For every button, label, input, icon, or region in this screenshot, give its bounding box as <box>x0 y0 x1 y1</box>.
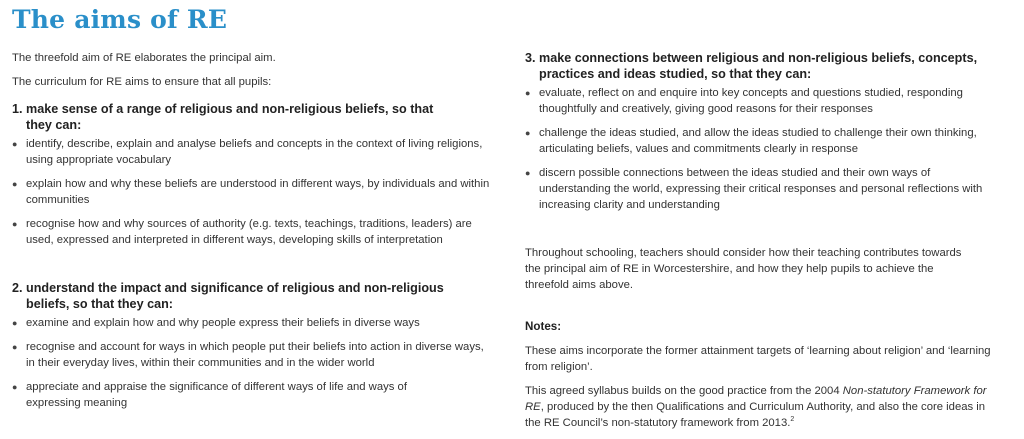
aim-heading-text: make connections between religious and non-religious beliefs, concepts, practices and ideas studied, so that they can: <box>539 51 978 81</box>
aim-2-list <box>12 315 490 411</box>
list-item <box>525 125 1003 157</box>
aim-number: 2. <box>12 281 23 295</box>
list-item-text: discern possible connections between the ideas studied and their own ways of understanding the world, expressing their critical responses and personal reflections with increasing clarity and understanding <box>539 167 983 211</box>
list-item-text: appreciate and appraise the significance of different ways of life and ways of expressing meaning <box>26 381 407 409</box>
list-item <box>12 216 490 248</box>
list-item <box>12 315 490 331</box>
bullet-icon: ● <box>525 128 531 138</box>
list-item <box>12 176 490 208</box>
aim-3-heading <box>525 50 1003 82</box>
notes-text: , produced by the then Qualifications and Curriculum Authority, and also the core ideas in the RE Council’s non-statutory framework from 2013. <box>525 401 986 429</box>
aim-heading-text: understand the impact and significance of religious and non-religious beliefs, so that they can: <box>26 281 444 311</box>
aim-2-heading <box>12 280 490 312</box>
list-item <box>12 379 490 411</box>
list-item-text: recognise and account for ways in which people put their beliefs into action in diverse ways, in their everyday lives, within their communities and in the wider world <box>26 341 484 369</box>
list-item-text: examine and explain how and why people express their beliefs in diverse ways <box>26 317 420 329</box>
footnote-marker: 2 <box>790 416 795 424</box>
throughout-paragraph: Throughout schooling, teachers should consider how their teaching contributes towards the principal aim of RE in Worcestershire, and how they help pupils to achieve the threefold aims above. <box>525 247 962 291</box>
bullet-icon: ● <box>525 168 531 178</box>
notes-text: This agreed syllabus builds on the good practice from the 2004 <box>525 385 843 397</box>
intro-paragraph: The threefold aim of RE elaborates the principal aim. <box>12 52 276 64</box>
right-column <box>525 50 1003 439</box>
list-item <box>12 339 490 371</box>
bullet-icon: ● <box>12 382 18 392</box>
framework-title: Non-statutory Framework for RE <box>525 385 987 413</box>
list-item-text: evaluate, reflect on and enquire into key concepts and questions studied, responding thoughtfully and creatively, giving good reasons for their responses <box>539 87 963 115</box>
notes-paragraph <box>525 383 1003 431</box>
bullet-icon: ● <box>12 342 18 352</box>
bullet-icon: ● <box>12 219 18 229</box>
list-item <box>525 85 1003 117</box>
bullet-icon: ● <box>12 139 18 149</box>
aim-heading-text: make sense of a range of religious and non-religious beliefs, so that they can: <box>26 102 434 132</box>
aim-number: 3. <box>525 51 536 65</box>
page-title: The aims of RE <box>12 5 228 34</box>
aim-number: 1. <box>12 102 23 116</box>
aim-1-list <box>12 136 490 248</box>
bullet-icon: ● <box>525 88 531 98</box>
list-item-text: explain how and why these beliefs are understood in different ways, by individuals and within communities <box>26 178 490 206</box>
bullet-icon: ● <box>12 179 18 189</box>
left-column <box>12 50 490 419</box>
notes-heading: Notes: <box>525 320 562 333</box>
bullet-icon: ● <box>12 318 18 328</box>
list-item-text: recognise how and why sources of authority (e.g. texts, teachings, traditions, leaders) are used, expressed and interpreted in different ways, developing skills of interpretation <box>26 218 472 246</box>
list-item-text: challenge the ideas studied, and allow the ideas studied to challenge their own thinking, articulating beliefs, values and commitments clearly in response <box>539 127 977 155</box>
list-item <box>525 165 1003 213</box>
list-item-text: identify, describe, explain and analyse beliefs and concepts in the context of living religions, using appropriate vocabulary <box>26 138 483 166</box>
list-item <box>12 136 490 168</box>
intro-paragraph: The curriculum for RE aims to ensure that all pupils: <box>12 76 272 88</box>
notes-paragraph: These aims incorporate the former attainment targets of ‘learning about religion’ and ‘learning from religion’. <box>525 345 991 373</box>
aim-1-heading <box>12 101 490 133</box>
aim-3-list <box>525 85 1003 213</box>
